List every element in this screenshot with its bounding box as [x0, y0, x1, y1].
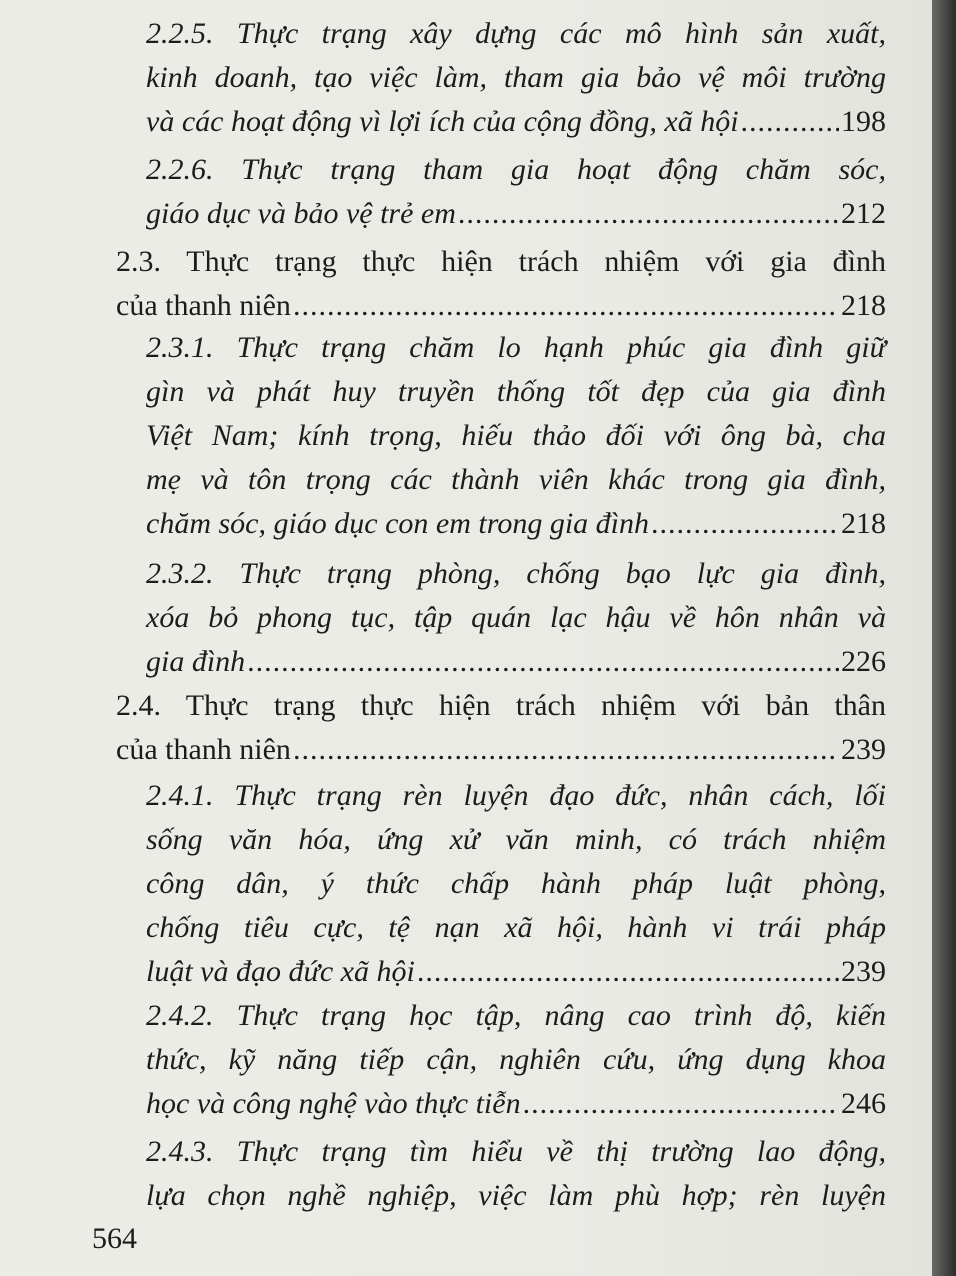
dot-leader: [417, 950, 839, 994]
toc-page-number: 239: [841, 955, 886, 988]
toc-entry-line: 2.4.3. Thực trạng tìm hiểu về thị trường lao động,: [146, 1135, 886, 1168]
toc-entry-last-line: [146, 192, 886, 236]
toc-entry-line: 2.4. Thực trạng thực hiện trách nhiệm với bản thân: [116, 689, 886, 722]
toc-entry-2-4-1: [146, 774, 886, 994]
dot-leader: [523, 1082, 839, 1126]
dot-leader: [247, 640, 839, 684]
toc-page-number: 239: [841, 733, 886, 766]
page-number: 564: [92, 1222, 137, 1255]
toc-entry-2-3-1: [146, 326, 886, 546]
dot-leader: [293, 728, 839, 772]
toc-page-number: 218: [841, 507, 886, 540]
toc-entry-line: mẹ và tôn trọng các thành viên khác trong gia đình,: [146, 463, 886, 496]
toc-entry-line: luật và đạo đức xã hội: [146, 955, 415, 988]
toc-entry-line: 2.4.2. Thực trạng học tập, nâng cao trình độ, kiến: [146, 999, 886, 1032]
toc-entry-line: 2.2.5. Thực trạng xây dựng các mô hình sản xuất,: [146, 17, 886, 50]
toc-page-number: 246: [841, 1087, 886, 1120]
toc-entry-line: gia đình: [146, 645, 246, 678]
toc-entry-2-4: [116, 684, 886, 772]
toc-entry-last-line: [116, 284, 886, 328]
toc-entry-line: kinh doanh, tạo việc làm, tham gia bảo vệ môi trường: [146, 61, 886, 94]
toc-entry-last-line: [146, 1082, 886, 1126]
toc-entry-line: Việt Nam; kính trọng, hiếu thảo đối với ông bà, cha: [146, 419, 886, 452]
toc-entry-line: lựa chọn nghề nghiệp, việc làm phù hợp; rèn luyện: [146, 1179, 886, 1212]
toc-entry-2-3: [116, 240, 886, 328]
toc-entry-line: và các hoạt động vì lợi ích của cộng đồng, xã hội: [146, 105, 739, 138]
toc-entry-2-4-2: [146, 994, 886, 1126]
toc-entry-2-2-6: [146, 148, 886, 236]
toc-entry-line: 2.4.1. Thực trạng rèn luyện đạo đức, nhân cách, lối: [146, 779, 886, 812]
toc-entry-line: công dân, ý thức chấp hành pháp luật phòng,: [146, 867, 886, 900]
toc-entry-line: sống văn hóa, ứng xử văn minh, có trách nhiệm: [146, 823, 886, 856]
toc-entry-line: xóa bỏ phong tục, tập quán lạc hậu về hôn nhân và: [146, 601, 886, 634]
book-spine-edge: [932, 0, 956, 1276]
toc-entry-2-3-2: [146, 552, 886, 684]
toc-entry-line: 2.3.2. Thực trạng phòng, chống bạo lực gia đình,: [146, 557, 886, 590]
toc-entry-last-line: [146, 950, 886, 994]
toc-entry-last-line: [146, 640, 886, 684]
toc-page-number: 218: [841, 289, 886, 322]
toc-entry-line: học và công nghệ vào thực tiễn: [146, 1087, 521, 1120]
dot-leader: [458, 192, 839, 236]
dot-leader: [741, 100, 839, 144]
toc-page-number: 226: [841, 645, 886, 678]
toc-entry-line: của thanh niên: [116, 289, 291, 322]
toc-entry-line: chống tiêu cực, tệ nạn xã hội, hành vi trái pháp: [146, 911, 886, 944]
toc-entry-2-2-5: [146, 12, 886, 144]
toc-entry-line: chăm sóc, giáo dục con em trong gia đình: [146, 507, 649, 540]
toc-entry-line: giáo dục và bảo vệ trẻ em: [146, 197, 456, 230]
toc-entry-line: 2.3. Thực trạng thực hiện trách nhiệm với gia đình: [116, 245, 886, 278]
dot-leader: [293, 284, 839, 328]
toc-entry-line: gìn và phát huy truyền thống tốt đẹp của gia đình: [146, 375, 886, 408]
toc-entry-last-line: [146, 100, 886, 144]
toc-entry-2-4-3: [146, 1130, 886, 1218]
toc-page-number: 212: [841, 197, 886, 230]
toc-entry-line: của thanh niên: [116, 733, 291, 766]
toc-entry-line: 2.3.1. Thực trạng chăm lo hạnh phúc gia đình giữ: [146, 331, 886, 364]
toc-entry-line: 2.2.6. Thực trạng tham gia hoạt động chăm sóc,: [146, 153, 886, 186]
toc-page-number: 198: [841, 105, 886, 138]
dot-leader: [651, 502, 839, 546]
toc-entry-last-line: [146, 502, 886, 546]
toc-entry-line: thức, kỹ năng tiếp cận, nghiên cứu, ứng dụng khoa: [146, 1043, 886, 1076]
toc-entry-last-line: [116, 728, 886, 772]
